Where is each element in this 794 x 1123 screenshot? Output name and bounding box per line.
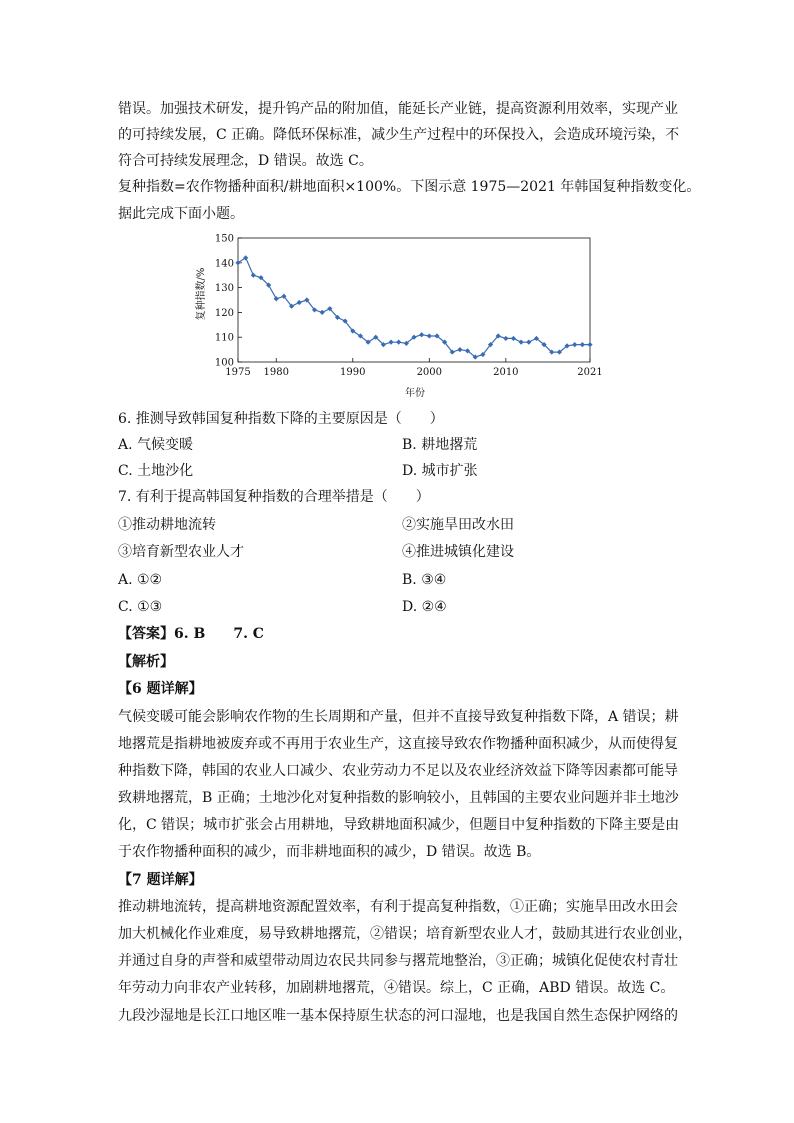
q7-detail-heading: 【7 题详解】 — [118, 872, 203, 888]
q6-option-b: B. 耕地撂荒 — [402, 437, 478, 453]
y-tick-label: 110 — [214, 332, 234, 344]
data-point — [587, 342, 592, 347]
question-6-stem: 6. 推测导致韩国复种指数下降的主要原因是（ ） — [118, 411, 444, 427]
q7-detail-line: 加大机械化作业难度，易导致耕地撂荒，②错误；培育新型农业人才，鼓励其进行农业创业， — [118, 926, 692, 942]
data-point — [503, 336, 508, 341]
q7-option-a: A. ①② — [118, 572, 163, 588]
data-point — [511, 336, 516, 341]
q7-statement-2: ②实施旱田改水田 — [402, 517, 514, 533]
data-point — [457, 347, 462, 352]
q7-option-b: B. ③④ — [402, 572, 447, 588]
data-point — [396, 340, 401, 345]
paragraph-line: 错误。加强技术研发，提升钨产品的附加值，能延长产业链，提高资源利用效率，实现产业 — [118, 101, 678, 117]
y-tick-label: 120 — [214, 307, 234, 319]
q7-option-c: C. ①③ — [118, 599, 163, 615]
q7-statement-3: ③培育新型农业人才 — [118, 544, 244, 560]
q7-detail-line: 年劳动力向非农产业转移，加剧耕地撂荒，④错误。综上，C 正确，ABD 错误。故选 C。 — [118, 980, 675, 996]
data-point — [320, 310, 325, 315]
x-tick-label: 1975 — [225, 367, 251, 378]
data-point — [388, 340, 393, 345]
y-tick-labels — [215, 234, 234, 369]
question-7-stem: 7. 有利于提高韩国复种指数的合理举措是（ ） — [118, 489, 430, 505]
y-tick-label: 130 — [214, 283, 234, 295]
plot-frame — [238, 238, 590, 362]
x-tick-label: 1990 — [340, 367, 366, 378]
q6-option-c: C. 土地沙化 — [118, 463, 194, 479]
x-tick-label: 2000 — [416, 367, 443, 378]
series-points — [235, 255, 592, 359]
data-point — [274, 296, 279, 301]
analysis-heading: 【解析】 — [118, 654, 174, 670]
next-passage-line: 九段沙湿地是长江口地区唯一基本保持原生状态的河口湿地，也是我国自然生态保护网络的 — [118, 1008, 678, 1024]
data-point — [297, 300, 302, 305]
data-point — [427, 333, 432, 338]
data-point — [572, 342, 577, 347]
answer-line: 【答案】6. B 7. C — [118, 626, 264, 642]
y-axis-label: 复种指数/% — [196, 267, 207, 321]
chart-axes — [238, 238, 590, 362]
q6-detail-line: 地撂荒是指耕地被废弃或不再用于农业生产，这直接导致农作物播种面积减少，从而使得复 — [118, 736, 678, 752]
q6-option-d: D. 城市扩张 — [402, 463, 478, 479]
x-tick-label: 2021 — [577, 367, 603, 378]
q6-detail-line: 气候变暖可能会影响农作物的生长周期和产量，但并不直接导致复种指数下降，A 错误；耕 — [118, 709, 679, 725]
x-tick-label: 2010 — [493, 367, 519, 378]
paragraph-line: 的可持续发展，C 正确。降低环保标准，减少生产过程中的环保投入，会造成环境污染，不 — [118, 127, 680, 143]
intro-line: 复种指数=农作物播种面积/耕地面积×100%。下图示意 1975—2021 年韩国复种指数变化。 — [118, 179, 701, 195]
q6-detail-line: 致耕地撂荒，B 正确；土地沙化对复种指数的影响较小，且韩国的主要农业问题并非土地沙 — [118, 790, 679, 806]
paragraph-line: 符合可持续发展理念，D 错误。故选 C。 — [118, 153, 373, 169]
data-point — [419, 332, 424, 337]
q6-option-a: A. 气候变暖 — [118, 437, 194, 453]
data-point — [526, 340, 531, 345]
x-tick-labels — [225, 367, 602, 378]
double-cropping-index-chart — [190, 232, 610, 402]
q6-detail-line: 化，C 错误；城市扩张会占用耕地，导致耕地面积减少，但题目中复种指数的下降主要是由 — [118, 817, 680, 833]
intro-line: 据此完成下面小题。 — [118, 206, 244, 222]
x-tick-label: 1980 — [263, 367, 289, 378]
q7-option-d: D. ②④ — [402, 599, 447, 615]
q7-statement-4: ④推进城镇化建设 — [402, 544, 514, 560]
q7-detail-line: 推动耕地流转，提高耕地资源配置效率，有利于提高复种指数，①正确；实施旱田改水田会 — [118, 899, 678, 915]
y-tick-label: 140 — [214, 258, 234, 270]
q6-detail-line: 种指数下降，韩国的农业人口减少、农业劳动力不足以及农业经济效益下降等因素都可能导 — [118, 763, 678, 779]
x-axis-label: 年份 — [405, 388, 425, 399]
data-point — [251, 273, 256, 278]
q7-statement-1: ①推动耕地流转 — [118, 517, 216, 533]
y-tick-label: 100 — [214, 357, 234, 369]
q6-detail-heading: 【6 题详解】 — [118, 681, 203, 697]
q6-detail-line: 于农作物播种面积的减少，而非耕地面积的减少，D 错误。故选 B。 — [118, 844, 541, 860]
q7-detail-line: 并通过自身的声誉和威望带动周边农民共同参与撂荒地整治，③正确；城镇化促使农村青壮 — [118, 953, 678, 969]
y-tick-label: 150 — [214, 233, 234, 245]
data-point — [580, 342, 585, 347]
data-point — [519, 340, 524, 345]
